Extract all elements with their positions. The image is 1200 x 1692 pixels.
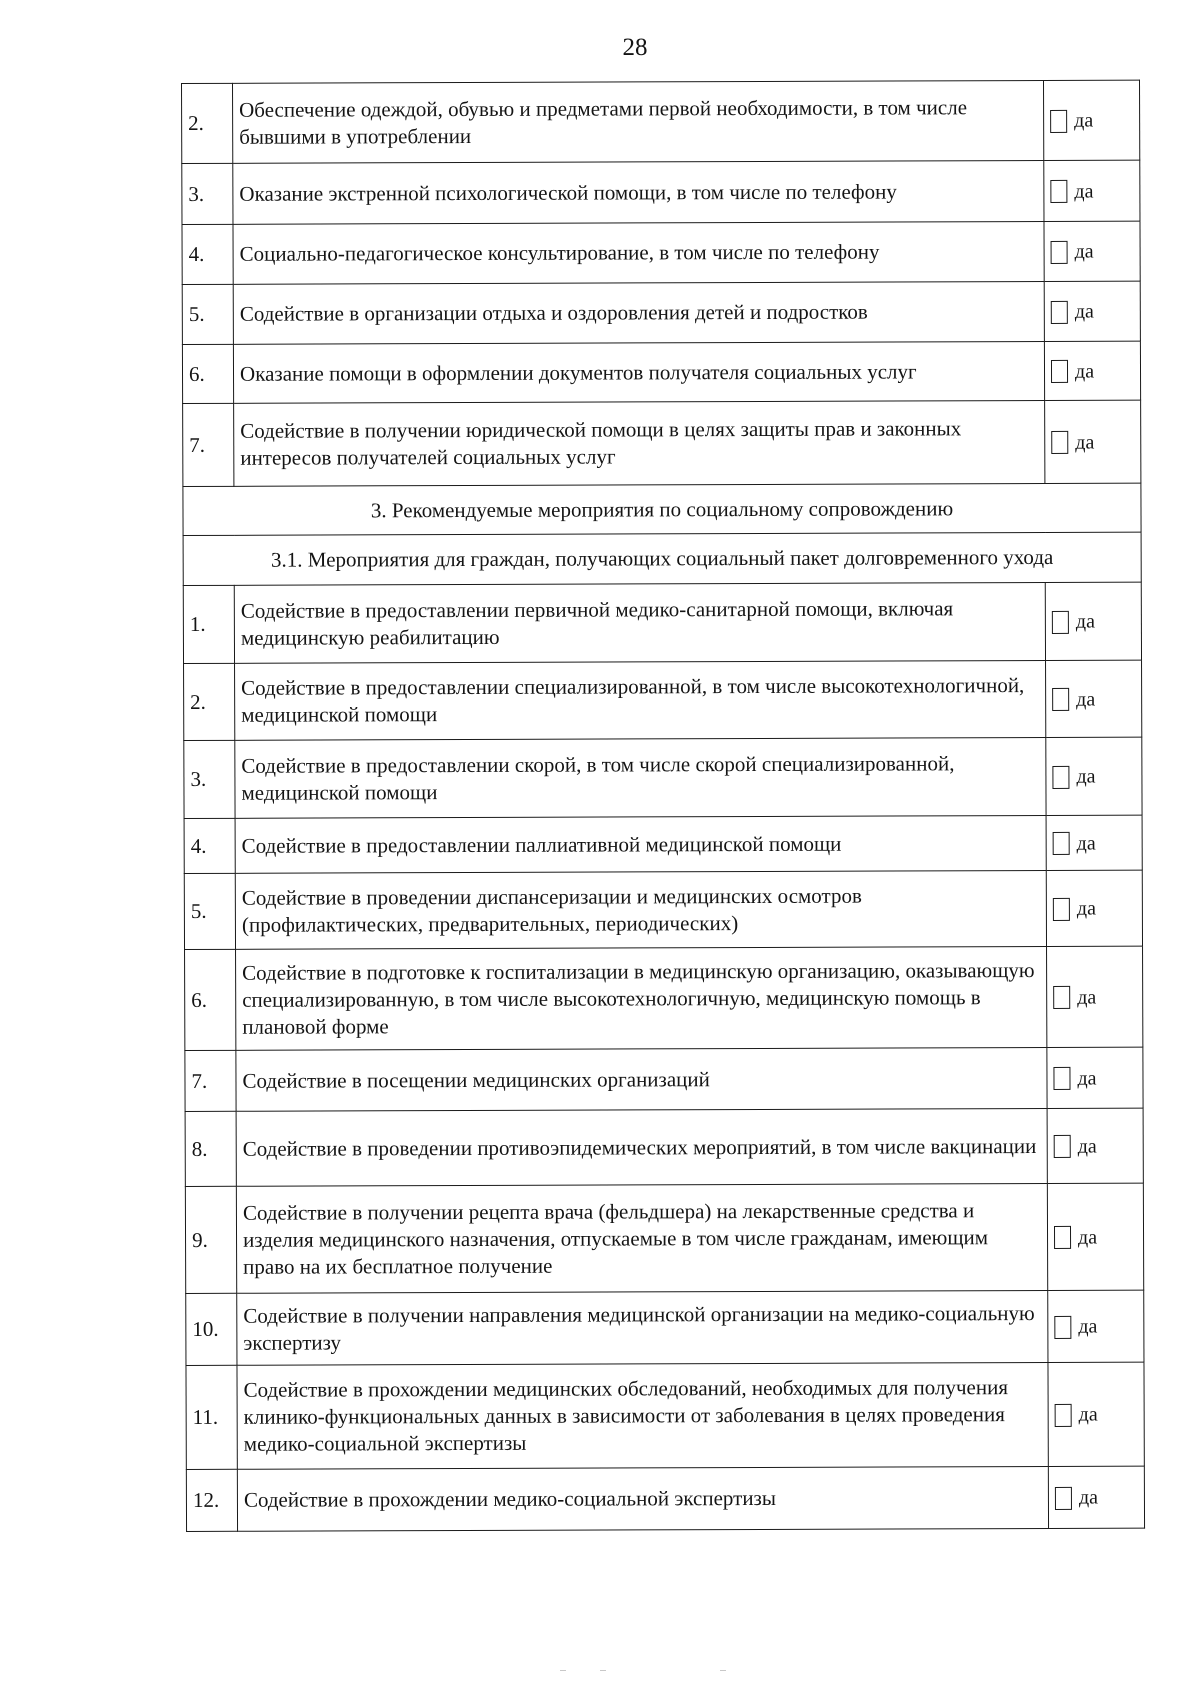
row-number: 3.: [182, 163, 233, 224]
row-number: 4.: [182, 224, 233, 284]
section-heading-row: [183, 483, 1141, 535]
service-description: Содействие в проведении диспансеризации и медицинских осмотров (профилактических, предварительных, периодических): [235, 870, 1046, 949]
service-description: Содействие в предоставлении скорой, в том числе скорой специализированной, медицинской помощи: [235, 737, 1046, 818]
service-description: Оказание помощи в оформлении документов получателя социальных услуг: [233, 341, 1044, 403]
service-description: Содействие в получении рецепта врача (фельдшера) на лекарственные средства и изделия медицинского назначения, отпускаемые в том числе гражданам, имеющим право на их бесплатное получение: [236, 1183, 1047, 1293]
row-number: 7.: [185, 1050, 236, 1111]
yes-label: да: [1074, 240, 1094, 263]
yes-checkbox-cell: [1044, 341, 1140, 400]
service-description: Содействие в организации отдыха и оздоровления детей и подростков: [233, 281, 1044, 344]
yes-checkbox[interactable]: [1055, 1404, 1072, 1427]
yes-checkbox[interactable]: [1054, 1135, 1071, 1158]
row-number: 6.: [185, 949, 236, 1050]
yes-checkbox[interactable]: [1050, 180, 1067, 203]
service-description: Содействие в предоставлении специализированной, в том числе высокотехнологичной, медицинской помощи: [235, 660, 1046, 740]
yes-checkbox-cell: [1044, 160, 1140, 221]
service-description: Содействие в проведении противоэпидемических мероприятий, в том числе вакцинации: [236, 1108, 1047, 1186]
yes-label: да: [1078, 1486, 1099, 1509]
yes-checkbox-cell: [1047, 946, 1143, 1047]
yes-checkbox[interactable]: [1053, 898, 1070, 921]
section-heading: 3.1. Мероприятия для граждан, получающих социальный пакет долговременного ухода: [183, 532, 1141, 585]
scan-artifact: [600, 1670, 606, 1671]
table-row: [185, 1183, 1143, 1293]
table-row: [182, 80, 1140, 163]
section-heading: 3. Рекомендуемые мероприятия по социальному сопровождению: [183, 483, 1141, 535]
table-row: [182, 221, 1140, 284]
table-row: [186, 1290, 1144, 1365]
yes-checkbox-cell: [1044, 221, 1140, 281]
service-description: Содействие в получении направления медицинской организации на медико-социальную экспертизу: [237, 1290, 1048, 1365]
table-row: [183, 400, 1141, 486]
table-row: [185, 946, 1143, 1050]
row-number: 10.: [186, 1293, 237, 1365]
table-row: [182, 281, 1140, 344]
service-description: Обеспечение одеждой, обувью и предметами первой необходимости, в том числе бывшими в употреблении: [233, 80, 1044, 163]
yes-checkbox[interactable]: [1051, 301, 1068, 324]
service-description: Содействие в прохождении медицинских обследований, необходимых для получения клинико-функциональных данных в зависимости от заболевания в целях проведения медико-социальной экспертизы: [237, 1362, 1048, 1469]
scan-artifact: [720, 1670, 726, 1671]
yes-label: да: [1077, 1067, 1097, 1090]
yes-checkbox[interactable]: [1051, 360, 1068, 383]
yes-checkbox[interactable]: [1053, 832, 1070, 855]
yes-checkbox-cell: [1047, 1108, 1143, 1183]
service-description: Оказание экстренной психологической помощи, в том числе по телефону: [233, 160, 1044, 224]
yes-label: да: [1074, 300, 1094, 323]
table-row: [186, 1466, 1144, 1531]
row-number: 3.: [184, 740, 235, 818]
section-heading-row: [183, 532, 1141, 585]
yes-label: да: [1074, 109, 1094, 132]
yes-label: да: [1074, 180, 1094, 203]
yes-checkbox-cell: [1048, 1362, 1144, 1466]
yes-checkbox-cell: [1048, 1290, 1144, 1362]
table-row: [184, 737, 1142, 818]
service-description: Содействие в предоставлении первичной медико-санитарной помощи, включая медицинскую реабилитацию: [234, 582, 1045, 663]
service-description: Содействие в предоставлении паллиативной медицинской помощи: [235, 815, 1046, 873]
yes-checkbox-cell: [1048, 1466, 1144, 1528]
table-row: [184, 660, 1142, 740]
row-number: 9.: [185, 1186, 236, 1293]
yes-checkbox[interactable]: [1052, 766, 1069, 789]
row-number: 2.: [182, 83, 233, 163]
yes-checkbox[interactable]: [1054, 1316, 1071, 1339]
yes-label: да: [1077, 1135, 1097, 1158]
yes-checkbox[interactable]: [1051, 241, 1068, 264]
yes-checkbox[interactable]: [1051, 431, 1068, 454]
yes-label: да: [1076, 832, 1096, 855]
yes-checkbox-cell: [1046, 815, 1142, 870]
yes-checkbox[interactable]: [1053, 1067, 1070, 1090]
page-number: 28: [622, 34, 648, 61]
service-description: Содействие в посещении медицинских организаций: [236, 1047, 1047, 1111]
row-number: 4.: [184, 818, 235, 873]
yes-checkbox[interactable]: [1052, 688, 1069, 711]
yes-label: да: [1075, 431, 1095, 454]
table-row: [184, 815, 1142, 873]
yes-checkbox-cell: [1043, 80, 1139, 160]
table-row: [185, 1108, 1143, 1186]
yes-checkbox-cell: [1045, 582, 1141, 660]
row-number: 7.: [183, 403, 234, 486]
yes-label: да: [1074, 360, 1095, 383]
yes-checkbox[interactable]: [1054, 1226, 1071, 1249]
table-row: [182, 160, 1140, 224]
yes-label: да: [1076, 897, 1096, 920]
table-row: [182, 341, 1140, 403]
yes-checkbox-cell: [1044, 281, 1140, 341]
service-description: Содействие в получении юридической помощи в целях защиты прав и законных интересов получателей социальных услуг: [234, 400, 1045, 486]
row-number: 11.: [186, 1365, 237, 1469]
yes-label: да: [1078, 1315, 1098, 1338]
table-row: [184, 870, 1142, 949]
row-number: 12.: [186, 1469, 237, 1531]
yes-checkbox[interactable]: [1050, 110, 1067, 133]
yes-label: да: [1076, 688, 1096, 711]
row-number: 6.: [182, 344, 233, 403]
row-number: 2.: [184, 663, 235, 740]
row-number: 5.: [182, 284, 233, 344]
service-description: Содействие в прохождении медико-социальной экспертизы: [237, 1466, 1048, 1531]
yes-checkbox[interactable]: [1052, 611, 1069, 634]
row-number: 8.: [185, 1111, 236, 1186]
yes-checkbox-cell: [1047, 1183, 1143, 1290]
yes-checkbox[interactable]: [1055, 1487, 1072, 1510]
yes-checkbox-cell: [1046, 870, 1142, 946]
yes-checkbox-cell: [1046, 660, 1142, 737]
table-row: [185, 1047, 1143, 1111]
yes-label: да: [1078, 1403, 1098, 1426]
yes-label: да: [1077, 986, 1097, 1009]
table-row: [183, 582, 1141, 663]
service-description: Социально-педагогическое консультирование, в том числе по телефону: [233, 221, 1044, 284]
service-description: Содействие в подготовке к госпитализации в медицинскую организацию, оказывающую специализированную, в том числе высокотехнологичную, медицинскую помощь в плановой форме: [236, 946, 1047, 1050]
yes-label: да: [1075, 610, 1095, 633]
row-number: 5.: [184, 873, 235, 949]
yes-checkbox[interactable]: [1053, 986, 1070, 1009]
yes-checkbox-cell: [1047, 1047, 1143, 1108]
scan-artifact: [560, 1670, 566, 1671]
table-row: [186, 1362, 1144, 1469]
yes-checkbox-cell: [1045, 400, 1141, 483]
row-number: 1.: [183, 585, 234, 663]
yes-checkbox-cell: [1046, 737, 1142, 815]
services-table-body: [182, 80, 1145, 1531]
yes-label: да: [1077, 1226, 1098, 1249]
yes-label: да: [1076, 765, 1096, 788]
services-table: [181, 80, 1145, 1532]
